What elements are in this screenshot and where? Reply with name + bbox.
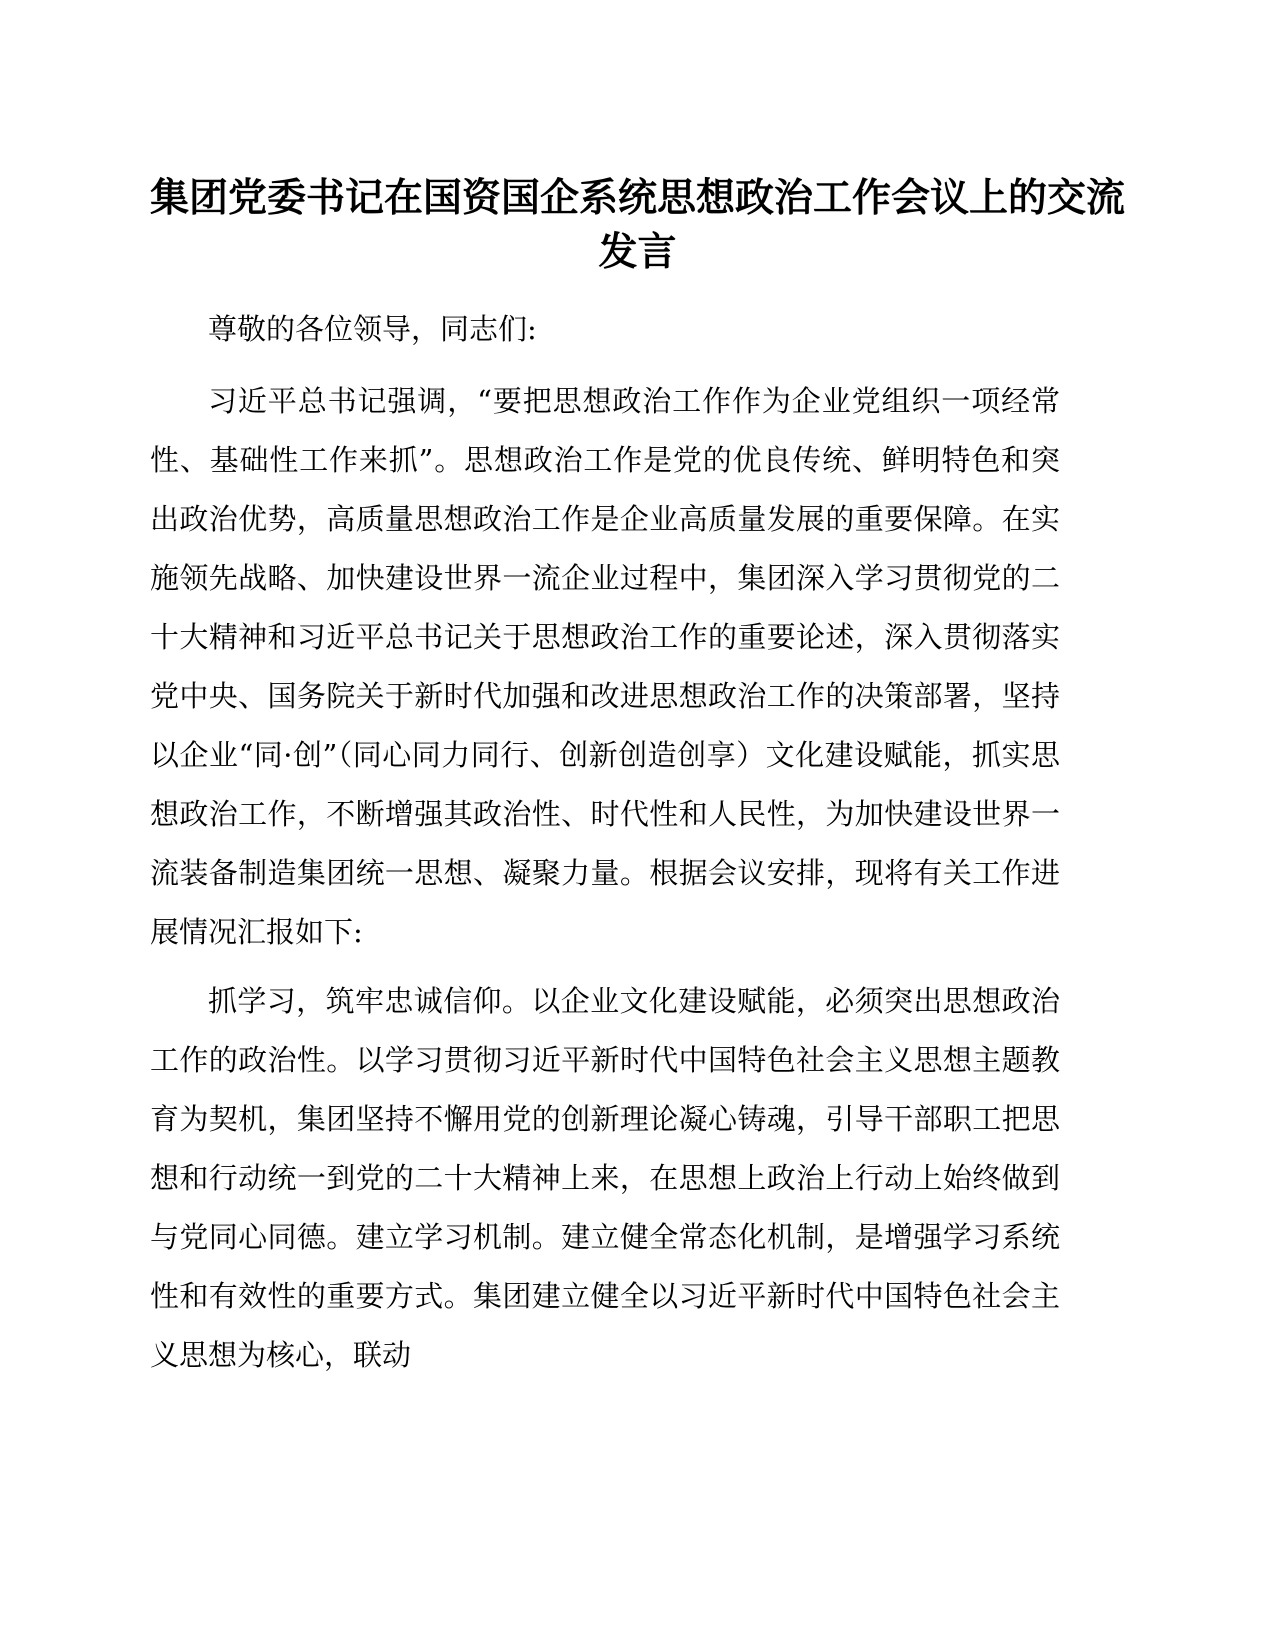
document-title: 集团党委书记在国资国企系统思想政治工作会议上的交流发言 [150, 176, 1126, 275]
paragraph-intro: 习近平总书记强调，“要把思想政治工作作为企业党组织一项经常性、基础性工作来抓”。思想政治工作是党的优良传统、鲜明特色和突出政治优势，高质量思想政治工作是企业高质量发展的重要保障。在实施领先战略、加快建设世界一流企业过程中，集团深入学习贯彻党的二十大精神和习近平总书记关于思想政治工作的重要论述，深入贯彻落实党中央、国务院关于新时代加强和改进思想政治工作的决策部署，坚持以企业“同·创”（同心同力同行、创新创造创享）文化建设赋能，抓实思想政治工作，不断增强其政治性、时代性和人民性，为加快建设世界一流装备制造集团统一思想、凝聚力量。根据会议安排，现将有关工作进展情况汇报如下: [150, 384, 1060, 949]
paragraph-study: 抓学习，筑牢忠诚信仰。以企业文化建设赋能，必须突出思想政治工作的政治性。以学习贯彻习近平新时代中国特色社会主义思想主题教育为契机，集团坚持不懈用党的创新理论凝心铸魂，引导干部职工把思想和行动统一到党的二十大精神上来，在思想上政治上行动上始终做到与党同心同德。建立学习机制。建立健全常态化机制，是增强学习系统性和有效性的重要方式。集团建立健全以习近平新时代中国特色社会主义思想为核心，联动 [150, 984, 1060, 1372]
document-body [150, 300, 1060, 1395]
salutation: 尊敬的各位领导，同志们: [208, 312, 537, 346]
